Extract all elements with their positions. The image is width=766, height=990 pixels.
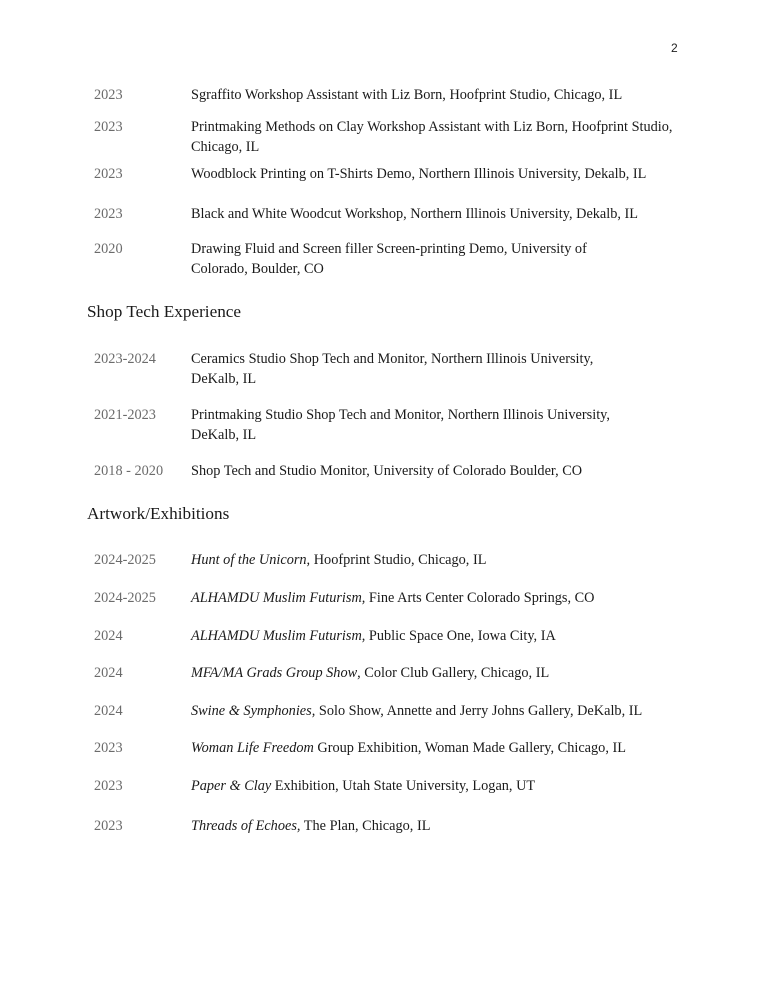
entry-description: Woodblock Printing on T-Shirts Demo, Northern Illinois University, Dekalb, IL: [191, 166, 647, 182]
exhibition-title: MFA/MA Grads Group Show: [191, 665, 358, 681]
exhibition-venue: Exhibition, Utah State University, Logan, UT: [271, 778, 536, 794]
entry-description: Black and White Woodcut Workshop, Northern Illinois University, Dekalb, IL: [191, 206, 639, 222]
entry-year: 2023: [94, 740, 123, 756]
exhibition-venue: Group Exhibition, Woman Made Gallery, Chicago, IL: [313, 740, 626, 756]
entry-year: 2024: [94, 665, 123, 681]
entry-year: 2023: [94, 119, 123, 135]
entry-description: [191, 776, 679, 796]
entry-year: 2023: [94, 206, 123, 222]
entry-year: 2024: [94, 703, 123, 719]
exhibition-venue: Fine Arts Center Colorado Springs, CO: [365, 590, 595, 606]
entry-year: 2023: [94, 818, 123, 834]
entry-year: 2018 - 2020: [94, 463, 164, 479]
entry-year: 2023: [94, 87, 123, 103]
entry-description: [191, 550, 679, 570]
entry-description: Printmaking Methods on Clay Workshop Assistant with Liz Born, Hoofprint Studio, Chicago, IL: [191, 119, 673, 155]
exhibition-title: ALHAMDU Muslim Futurism,: [191, 628, 366, 644]
entry-description: Ceramics Studio Shop Tech and Monitor, Northern Illinois University, DeKalb, IL: [191, 351, 594, 387]
entry-description: [191, 663, 679, 683]
entry-year: 2020: [94, 241, 123, 257]
exhibition-title: Threads of Echoes,: [191, 818, 301, 834]
section-heading-artwork: Artwork/Exhibitions: [87, 504, 230, 523]
exhibition-title: ALHAMDU Muslim Futurism,: [191, 590, 366, 606]
entry-description: [191, 626, 679, 646]
exhibition-venue: The Plan, Chicago, IL: [300, 818, 431, 834]
entry-year: 2024-2025: [94, 552, 156, 568]
entry-year: 2024: [94, 628, 123, 644]
exhibition-venue: Public Space One, Iowa City, IA: [365, 628, 556, 644]
entry-description: Sgraffito Workshop Assistant with Liz Born, Hoofprint Studio, Chicago, IL: [191, 87, 623, 103]
section-heading-shop-tech: Shop Tech Experience: [87, 302, 242, 321]
exhibition-venue: Hoofprint Studio, Chicago, IL: [310, 552, 487, 568]
entry-year: 2023: [94, 166, 123, 182]
entry-description: Drawing Fluid and Screen filler Screen-printing Demo, University of Colorado, Boulder, CO: [191, 241, 587, 277]
entry-description: [191, 738, 691, 758]
page-number: 2: [671, 41, 678, 55]
entry-description: Shop Tech and Studio Monitor, University of Colorado Boulder, CO: [191, 463, 583, 479]
exhibition-title: Hunt of the Unicorn,: [191, 552, 311, 568]
exhibition-venue: Solo Show, Annette and Jerry Johns Gallery, DeKalb, IL: [315, 703, 643, 719]
entry-year: 2021-2023: [94, 407, 156, 423]
exhibition-title: Woman Life Freedom: [191, 740, 314, 756]
entry-description: [191, 588, 679, 608]
entry-year: 2024-2025: [94, 590, 156, 606]
entry-description: Printmaking Studio Shop Tech and Monitor, Northern Illinois University, DeKalb, IL: [191, 407, 610, 443]
exhibition-title: Swine & Symphonies,: [191, 703, 316, 719]
entry-description: [191, 816, 679, 836]
entry-description: [191, 701, 691, 721]
exhibition-venue: , Color Club Gallery, Chicago, IL: [357, 665, 550, 681]
exhibition-title: Paper & Clay: [191, 778, 272, 794]
entry-year: 2023-2024: [94, 351, 156, 367]
entry-year: 2023: [94, 778, 123, 794]
